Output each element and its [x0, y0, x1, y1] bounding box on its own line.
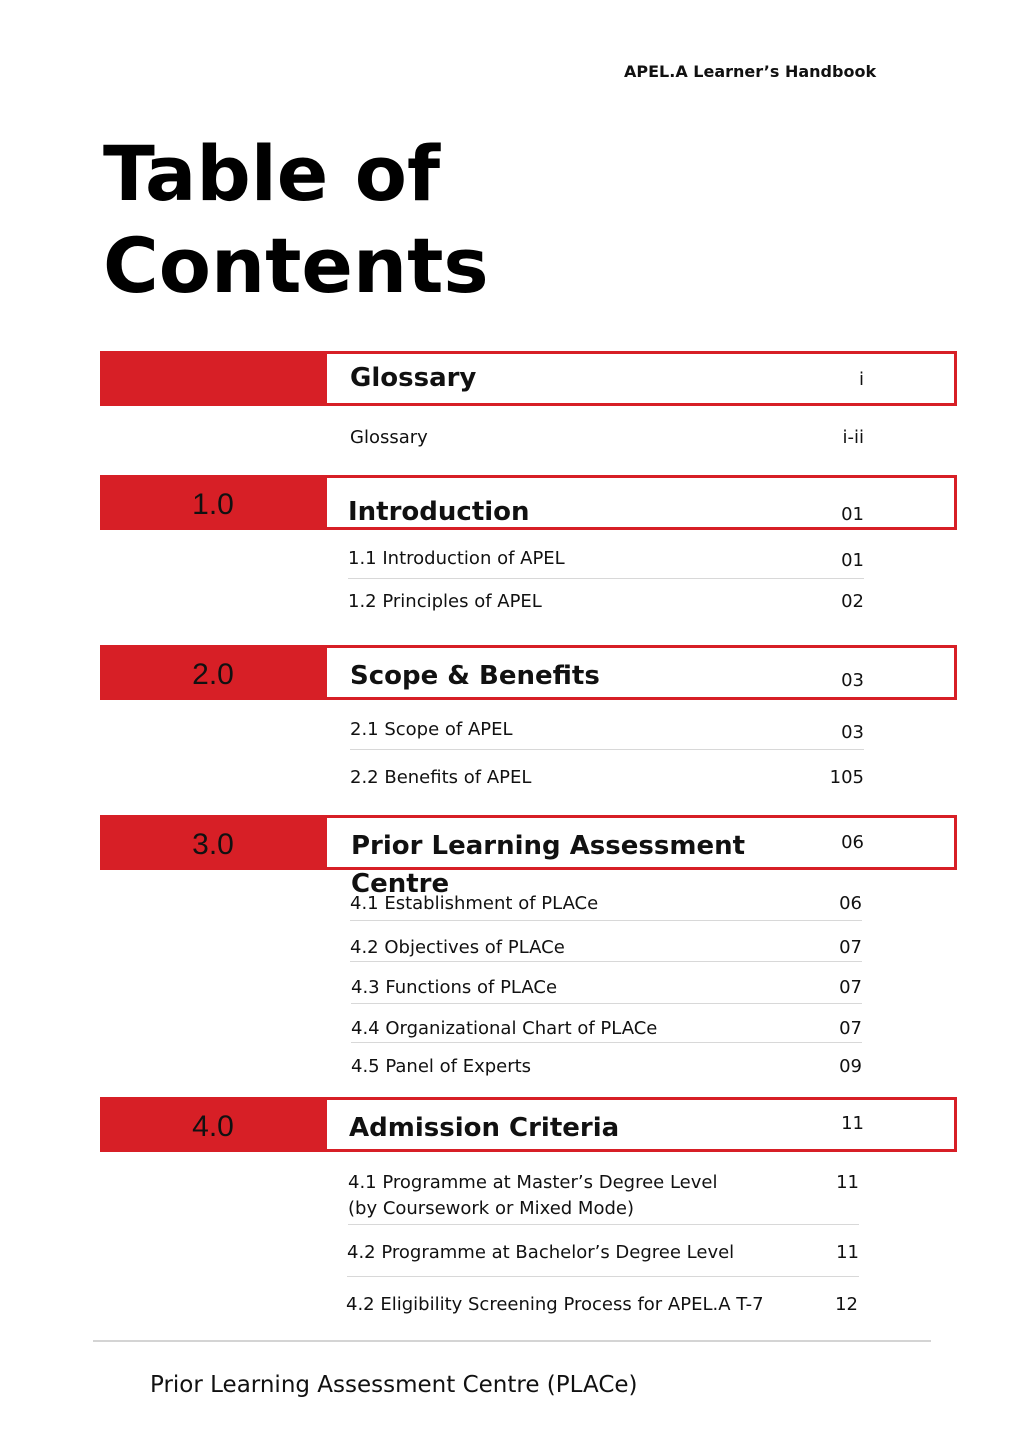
toc-entry-1-1[interactable] [348, 546, 864, 579]
page-footer: Prior Learning Assessment Centre (PLACe) [150, 1372, 638, 1398]
toc-entry-page: 03 [841, 722, 864, 743]
toc-entry-page: 06 [839, 893, 862, 914]
section-page-number: 11 [841, 1113, 864, 1134]
section-number: 2.0 [192, 658, 234, 691]
toc-entry-label: 1.2 Principles of APEL [348, 591, 542, 612]
toc-entry-label: 2.2 Benefits of APEL [350, 767, 532, 788]
section-header-scope-benefits[interactable] [100, 645, 957, 700]
toc-entry-page: i-ii [842, 427, 864, 448]
toc-entry-page: 07 [839, 937, 862, 958]
toc-entry-page: 12 [835, 1294, 858, 1315]
section-number: 4.0 [192, 1110, 234, 1143]
toc-entry-3-3[interactable] [351, 975, 862, 1004]
section-title: Admission Criteria [349, 1113, 620, 1143]
toc-entry-glossary[interactable] [350, 425, 864, 451]
toc-entry-label: 4.1 Programme at Master’s Degree Level (by Coursework or Mixed Mode) [348, 1172, 718, 1219]
toc-entry-4-1[interactable] [348, 1170, 859, 1225]
running-header: APEL.A Learner’s Handbook [624, 62, 877, 81]
toc-entry-2-2[interactable] [350, 765, 864, 791]
toc-entry-4-2[interactable] [347, 1240, 859, 1277]
toc-entry-label: 4.5 Panel of Experts [351, 1056, 532, 1077]
section-header-glossary[interactable] [100, 351, 957, 406]
toc-entry-page: 02 [841, 591, 864, 612]
section-title: Prior Learning Assessment Centre [351, 831, 746, 899]
toc-entry-label: 4.2 Objectives of PLACe [350, 937, 565, 958]
section-header-admission[interactable] [100, 1097, 957, 1152]
toc-entry-page: 07 [839, 1018, 862, 1039]
toc-entry-page: 11 [836, 1172, 859, 1193]
section-header-place[interactable] [100, 815, 957, 899]
footer-divider [93, 1340, 931, 1342]
toc-entry-page: 09 [839, 1056, 862, 1077]
toc-entry-3-5[interactable] [351, 1054, 862, 1080]
toc-entry-1-2[interactable] [348, 589, 864, 615]
page-title-line-1: Table of [103, 129, 441, 218]
toc-entry-3-4[interactable] [351, 1016, 862, 1043]
toc-entry-4-3[interactable] [346, 1292, 858, 1318]
page-title-line-2: Contents [103, 221, 489, 310]
toc-entry-2-1[interactable] [350, 717, 864, 750]
toc-entry-label: 1.1 Introduction of APEL [348, 548, 565, 569]
section-title: Glossary [350, 363, 477, 393]
toc-entry-3-2[interactable] [350, 935, 862, 962]
section-title: Introduction [348, 497, 530, 527]
toc-entry-label: 4.2 Eligibility Screening Process for APEL.A T-7 [346, 1294, 764, 1315]
page-title [103, 128, 489, 312]
section-number: 1.0 [192, 488, 234, 521]
toc-entry-page: 07 [839, 977, 862, 998]
section-title: Scope & Benefits [350, 661, 600, 691]
toc-entry-label: 4.2 Programme at Bachelor’s Degree Level [347, 1242, 735, 1263]
toc-entry-label: 2.1 Scope of APEL [350, 719, 513, 740]
toc-entry-label: 4.3 Functions of PLACe [351, 977, 558, 998]
section-page-number: i [858, 369, 864, 390]
section-number: 3.0 [192, 828, 234, 861]
section-page-number: 01 [841, 504, 864, 525]
section-header-introduction[interactable] [100, 475, 957, 530]
section-page-number: 06 [841, 832, 864, 853]
toc-entry-label: Glossary [350, 427, 428, 448]
section-page-number: 03 [841, 670, 864, 691]
section-number [100, 351, 326, 406]
toc-entry-page: 01 [841, 550, 864, 571]
toc-entry-page: 105 [829, 767, 864, 788]
toc-entry-label: 4.1 Establishment of PLACe [350, 893, 599, 914]
toc-entry-page: 11 [836, 1242, 859, 1263]
toc-entry-3-1[interactable] [350, 891, 862, 921]
toc-entry-label: 4.4 Organizational Chart of PLACe [351, 1018, 658, 1039]
